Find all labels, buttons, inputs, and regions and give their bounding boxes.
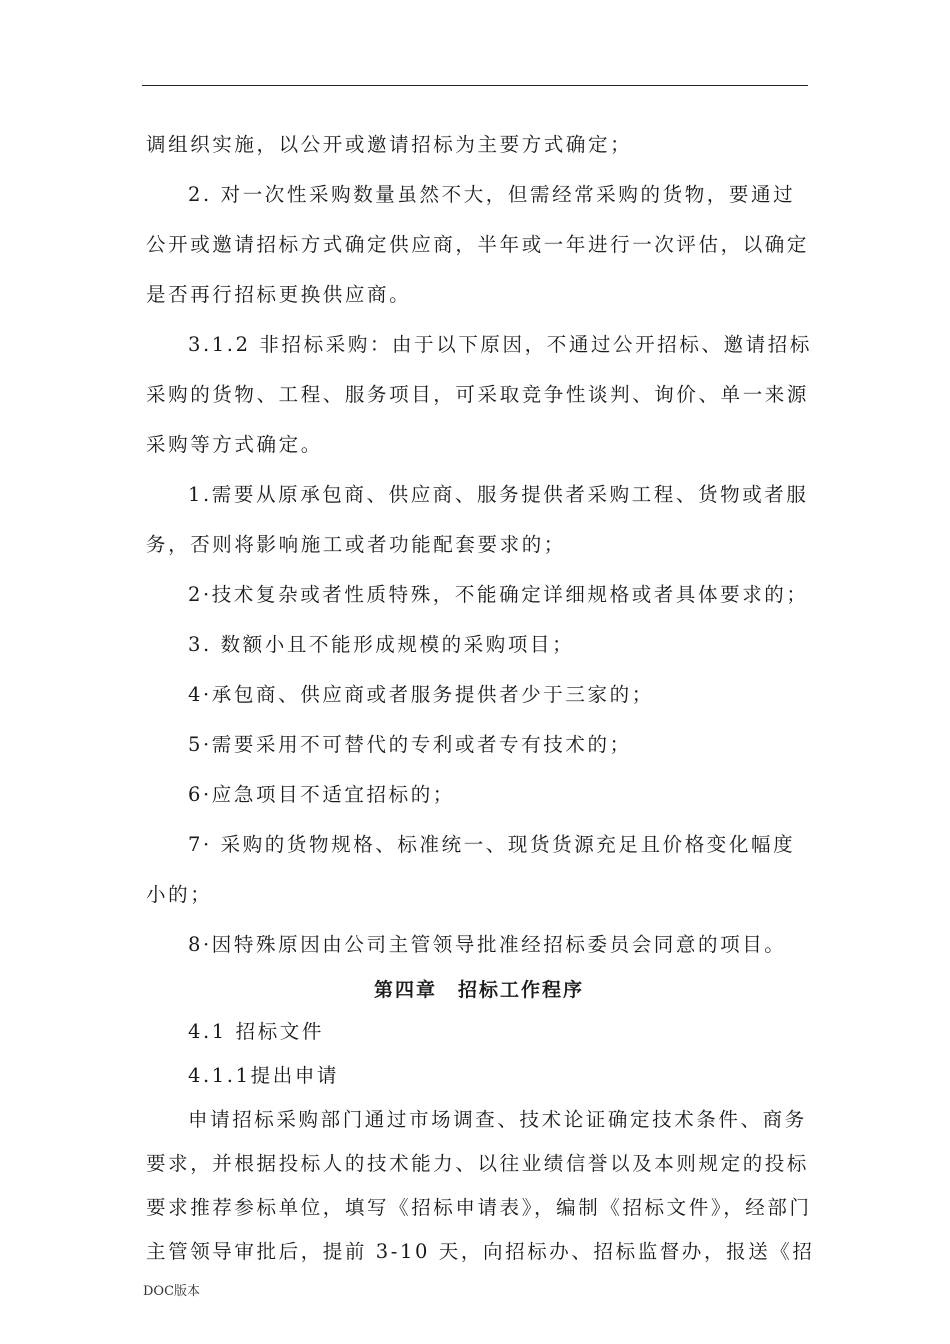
paragraph-line: 采购的货物、工程、服务项目，可采取竞争性谈判、询价、单一来源 — [146, 383, 810, 406]
paragraph-line: 采购等方式确定。 — [146, 433, 323, 456]
list-item-6: 6·应急项目不适宜招标的； — [188, 783, 455, 806]
paragraph-line: 调组织实施，以公开或邀请招标为主要方式确定； — [146, 133, 633, 156]
paragraph-line: 是否再行招标更换供应商。 — [146, 283, 412, 306]
list-item-8: 8·因特殊原因由公司主管领导批准经招标委员会同意的项目。 — [188, 933, 787, 956]
paragraph-line: 申请招标采购部门通过市场调查、技术论证确定技术条件、商务 — [188, 1108, 807, 1131]
paragraph-line: 公开或邀请招标方式确定供应商，半年或一年进行一次评估，以确定 — [146, 233, 810, 256]
list-item-5: 5·需要采用不可替代的专利或者专有技术的； — [188, 733, 632, 756]
footer-label: DOC版本 — [143, 1284, 201, 1299]
list-item-7: 7· 采购的货物规格、标准统一、现货货源充足且价格变化幅度 — [188, 833, 796, 856]
section-heading: 4.1 招标文件 — [188, 1020, 325, 1043]
list-item-2: 2·技术复杂或者性质特殊，不能确定详细规格或者具体要求的； — [188, 583, 809, 606]
header-rule — [142, 85, 808, 86]
paragraph-line: 要求推荐参标单位，填写《招标申请表》，编制《招标文件》，经部门 — [146, 1196, 812, 1219]
paragraph-line: 2. 对一次性采购数量虽然不大，但需经常采购的货物，要通过 — [188, 183, 796, 206]
document-body — [146, 120, 815, 1274]
chapter-title: 第四章 招标工作程序 — [373, 979, 584, 1001]
list-item-1: 1.需要从原承包商、供应商、服务提供者采购工程、货物或者服 — [188, 483, 809, 506]
paragraph-line: 主管领导审批后，提前 3-10 天，向招标办、招标监督办，报送《招 — [146, 1240, 815, 1263]
paragraph-line: 务，否则将影响施工或者功能配套要求的； — [146, 533, 566, 556]
paragraph-line: 小的； — [146, 883, 213, 906]
list-item-4: 4·承包商、供应商或者服务提供者少于三家的； — [188, 683, 654, 706]
list-item-3: 3. 数额小且不能形成规模的采购项目； — [188, 633, 575, 656]
paragraph-line: 3.1.2 非招标采购：由于以下原因，不通过公开招标、邀请招标 — [188, 333, 812, 356]
paragraph-line: 要求，并根据投标人的技术能力、以往业绩信誉以及本则规定的投标 — [146, 1152, 810, 1175]
subsection-heading: 4.1.1提出申请 — [188, 1064, 340, 1087]
